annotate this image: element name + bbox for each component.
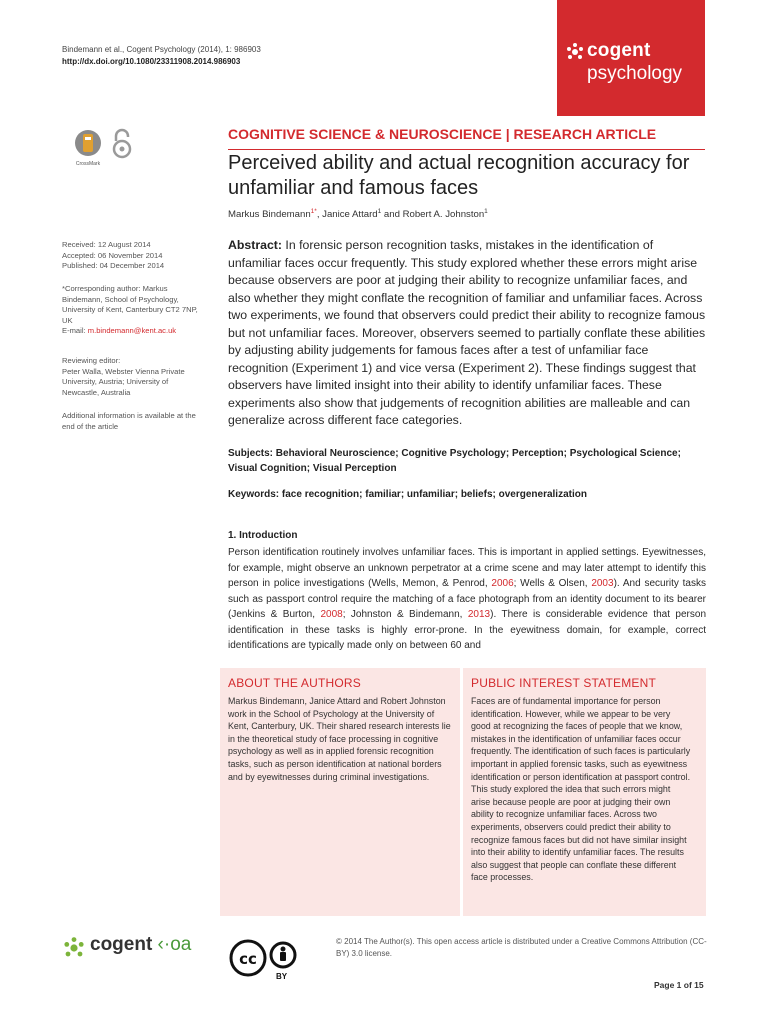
subjects: Subjects: Behavioral Neuroscience; Cognitive Psychology; Perception; Psychological Science; Visual Cognition; Visual Perception	[228, 448, 681, 474]
keywords: Keywords: face recognition; familiar; unfamiliar; beliefs; overgeneralization	[228, 489, 587, 500]
accepted-date: Accepted: 06 November 2014	[62, 250, 163, 260]
open-access-badge[interactable]	[111, 128, 133, 160]
published-date: Published: 04 December 2014	[62, 261, 165, 271]
reviewing-editor-text: Peter Walla, Webster Vienna Private University, Austria; University of Newcastle, Australia	[62, 366, 185, 397]
license-text: © 2014 The Author(s). This open access article is distributed under a Creative Commons Attribution (CC-BY) 3.0 license.	[336, 937, 707, 958]
citation-link[interactable]: 2013	[467, 609, 491, 620]
citation-link[interactable]: 2008	[320, 609, 343, 620]
citation-text: Bindemann et al., Cogent Psychology (2014), 1: 986903	[62, 45, 261, 54]
crossmark-icon	[73, 128, 103, 158]
introduction-paragraph	[228, 545, 706, 654]
doi-link[interactable]: http://dx.doi.org/10.1080/23311908.2014.986903	[62, 57, 241, 66]
article-category: COGNITIVE SCIENCE & NEUROSCIENCE | RESEARCH ARTICLE	[228, 126, 657, 142]
crossmark-label: CrossMark	[75, 161, 101, 167]
journal-brand-banner	[557, 0, 705, 116]
cc-by-label: BY	[276, 972, 288, 981]
intro-text: ; Johnston & Bindemann,	[342, 609, 468, 620]
corresponding-author-text: *Corresponding author: Markus Bindemann, School of Psychology, University of Kent, Canterbury CT2 7NP, UK	[62, 284, 198, 325]
cc-icon	[228, 938, 268, 978]
section-heading: 1. Introduction	[228, 530, 298, 541]
abstract	[228, 237, 706, 430]
article-title: Perceived ability and actual recognition accuracy for unfamiliar and famous faces	[228, 152, 690, 199]
footer-brand: cogent	[90, 934, 153, 955]
reviewing-editor	[62, 356, 202, 398]
author-name: and Robert A. Johnston	[381, 209, 485, 221]
cogent-logo-icon	[565, 42, 585, 62]
corresponding-author	[62, 284, 202, 337]
author-name: Markus Bindemann	[228, 209, 311, 221]
footer-brand-suffix: oa	[170, 934, 192, 955]
email-label: E-mail:	[62, 326, 86, 336]
brand-cogent: cogent	[587, 40, 651, 61]
by-attribution-icon	[268, 940, 298, 970]
about-authors-box	[220, 668, 460, 916]
author-affiliation: 1	[484, 208, 488, 215]
intro-text: Person identification routinely involves unfamiliar faces. This is important in applied settings. Eyewitnesses, for example, might observe an unknown perpetrator at a crime scene and may later attempt to identify this person in police investigations (Wells, Memon, & Penrod,	[228, 547, 706, 589]
about-authors-title: ABOUT THE AUTHORS	[228, 676, 361, 690]
brand-psychology: psychology	[587, 63, 683, 84]
abstract-label: Abstract:	[228, 238, 282, 252]
article-dates	[62, 240, 212, 272]
public-interest-title: PUBLIC INTEREST STATEMENT	[471, 676, 657, 690]
page-number: Page 1 of 15	[654, 980, 704, 990]
intro-text: ). And security tasks such as passport control require the matching of a face photograph from an identity document to its bearer (Jenkins & Burton,	[228, 578, 706, 620]
cogent-oa-logo-icon	[62, 936, 86, 960]
additional-info: Additional information is available at the end of the article	[62, 411, 196, 431]
crossmark-badge[interactable]	[73, 128, 103, 166]
public-interest-text: Faces are of fundamental importance for person identification. However, while we appear to be very good at recognizing the faces of people that we know, mistakes in the identification of unfamiliar faces occur frequently. The identification of such faces is particularly important in applied forensic tasks, such as eyewitness identification or person identification at passport control. This study explored the idea that such errors might arise because people are poor at judging their own ability to recognize unfamiliar faces. Across two experiments, observers could predict their ability to recognize famous faces but did not have similar insight into their ability to identify unfamiliar faces. The results also suggest that people can conflate these different face processes.	[471, 696, 691, 883]
open-access-lock-icon	[111, 128, 133, 160]
citation-link[interactable]: 2003	[591, 578, 614, 589]
email-link[interactable]: m.bindemann@kent.ac.uk	[87, 326, 177, 336]
svg-text:cc: cc	[239, 950, 257, 968]
author-affiliation: 1*	[310, 208, 317, 215]
public-interest-box	[463, 668, 706, 916]
about-authors-text: Markus Bindemann, Janice Attard and Robert Johnston work in the School of Psychology at the University of Kent, Canterbury, UK. Their shared research interests lie in the theoretical study of face processing in cognitive psychology as well as in applied forensic recognition tasks, such as person identification at national borders and by eyewitnesses during criminal investigations.	[228, 696, 451, 782]
intro-text: ; Wells & Olsen,	[513, 578, 592, 589]
category-divider	[228, 149, 705, 150]
abstract-text: In forensic person recognition tasks, mistakes in the identification of unfamiliar faces occur frequently. This study explored whether these errors might arise because observers are poor at judging their ability to recognize unfamiliar faces, and also whether they might conflate the recognition of familiar and unfamiliar faces. Across two experiments, we found that observers could predict their ability to recognize famous but not unfamiliar faces. Moreover, observers seemed to partially conflate these abilities by adjusting ability judgements for famous faces after a test of unfamiliar face recognition (Experiment 1) and vice versa (Experiment 2). These findings suggest that observers have limited insight into their ability to identify unfamiliar faces. These experiments also show that judgements of recognition abilities are malleable and can generalize across different face categories.	[228, 238, 706, 427]
citation-link[interactable]: 2006	[491, 578, 514, 589]
intro-text: ). There is considerable evidence that person identification in these tasks is highly error-prone. In the eyewitness domain, for example, correct identifications are typically made only on between 60 and	[228, 609, 707, 651]
author-name: , Janice Attard	[316, 209, 378, 221]
author-list	[228, 208, 488, 220]
email-line	[62, 326, 202, 337]
author-affiliation: 1	[377, 208, 382, 215]
received-date: Received: 12 August 2014	[62, 240, 151, 249]
reviewing-editor-label: Reviewing editor:	[62, 356, 121, 365]
citation-block	[62, 44, 261, 68]
